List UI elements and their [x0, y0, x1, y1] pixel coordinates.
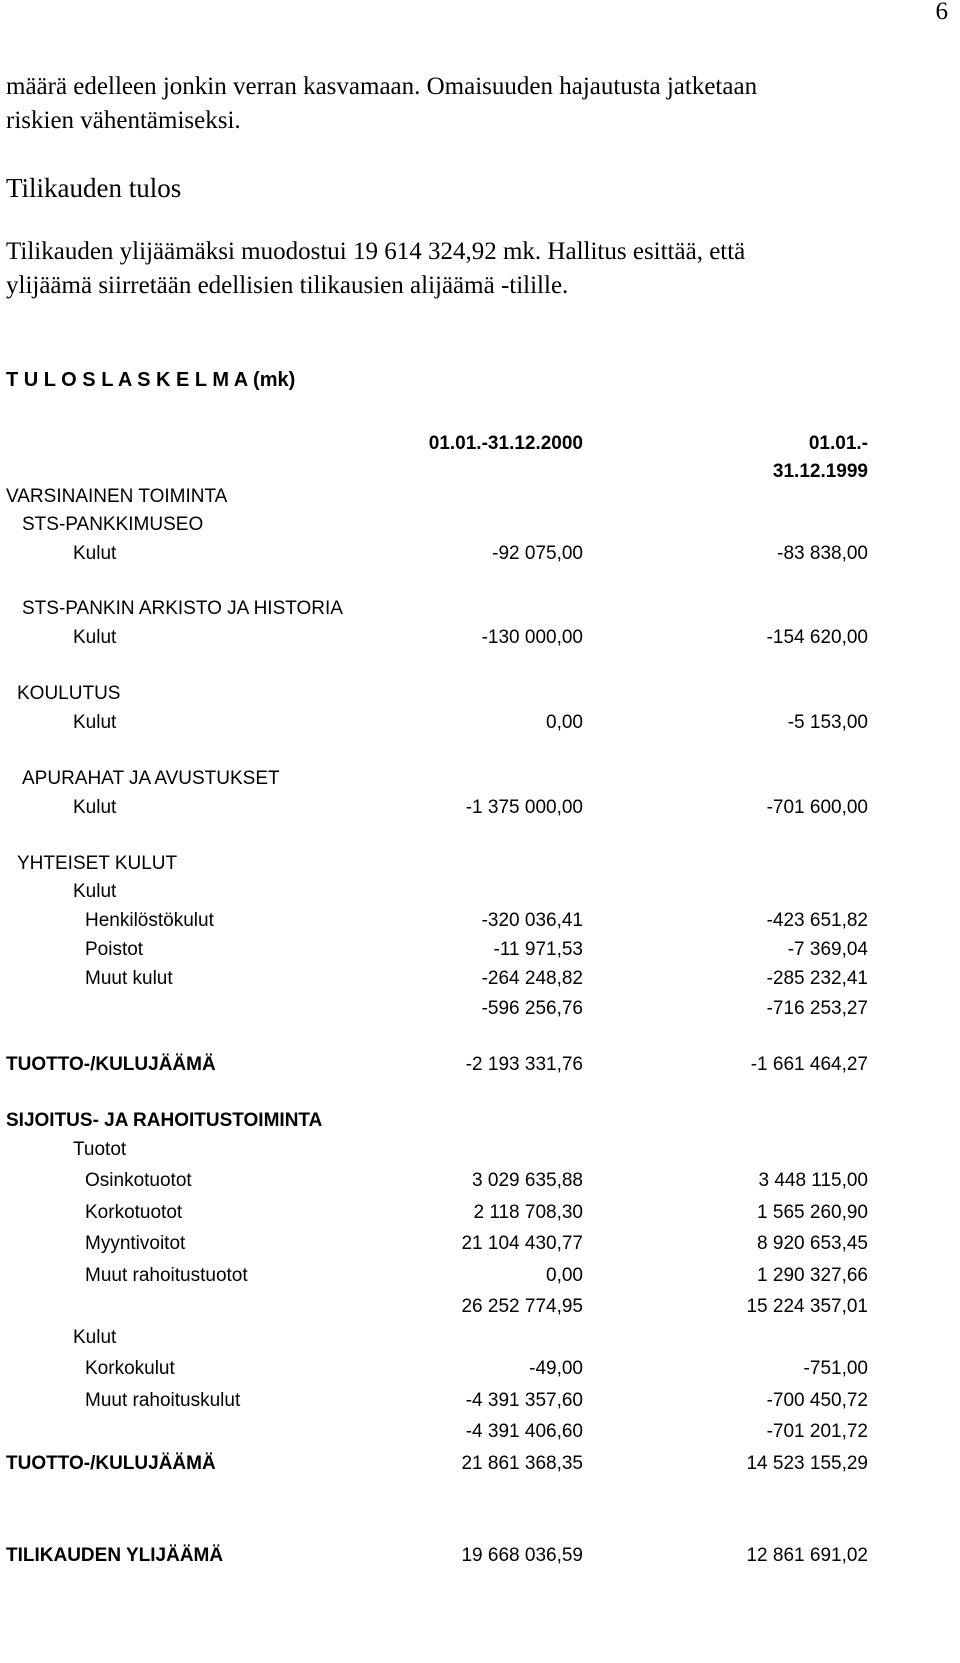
col-2000-header: 01.01.-31.12.2000 [428, 433, 583, 454]
yhteiset-sum-2000: -596 256,76 [481, 998, 583, 1019]
museo-kulut-2000: -92 075,00 [492, 543, 583, 564]
rahoitus-kulut-row-label: Korkokulut [85, 1358, 175, 1379]
tuotot-row-2000: 2 118 708,30 [473, 1202, 583, 1223]
tuotot-label: Tuotot [73, 1139, 127, 1160]
rahoitus-kulut-sum-1999: -701 201,72 [766, 1421, 868, 1442]
tuotot-sum-2000: 26 252 774,95 [461, 1296, 583, 1317]
koulutus-label: KOULUTUS [17, 683, 121, 704]
tuotot-row-label: Osinkotuotot [85, 1170, 192, 1191]
yhteiset-row-1999: -423 651,82 [766, 910, 868, 931]
yhteiset-row-2000: -320 036,41 [481, 910, 583, 931]
col-1999-header-line1: 01.01.- [808, 433, 868, 454]
tulos-line-1: Tilikauden ylijäämäksi muodostui 19 614 324,92 mk. Hallitus esittää, että [6, 238, 746, 265]
yhteiset-sum-1999: -716 253,27 [766, 998, 868, 1019]
rahoitus-kulut-sum-2000: -4 391 406,60 [465, 1421, 583, 1442]
museo-label: STS-PANKKIMUSEO [22, 514, 204, 535]
tilikauden-ylijaama-2000: 19 668 036,59 [461, 1545, 583, 1566]
tilikauden-ylijaama-label: TILIKAUDEN YLIJÄÄMÄ [6, 1545, 224, 1566]
page-number: 6 [935, 0, 948, 25]
varsinainen-toiminta-heading: VARSINAINEN TOIMINTA [6, 486, 228, 507]
rahoitus-kulut-row-1999: -751,00 [803, 1358, 868, 1379]
section-heading-tulos: Tilikauden tulos [6, 173, 182, 203]
apurahat-label: APURAHAT JA AVUSTUKSET [22, 768, 280, 789]
museo-kulut-label: Kulut [73, 543, 117, 564]
yhteiset-row-label: Henkilöstökulut [85, 910, 214, 931]
rahoitus-kulut-label: Kulut [73, 1327, 117, 1348]
arkisto-kulut-label: Kulut [73, 627, 117, 648]
arkisto-label: STS-PANKIN ARKISTO JA HISTORIA [22, 598, 343, 619]
tuotot-row-1999: 3 448 115,00 [758, 1170, 868, 1191]
tuotto-kulujaama-1999: -1 661 464,27 [750, 1054, 868, 1075]
yhteiset-label: YHTEISET KULUT [17, 853, 178, 874]
rahoitus-kulut-row-2000: -4 391 357,60 [465, 1390, 583, 1411]
tuotto-kulujaama-2-2000: 21 861 368,35 [461, 1453, 583, 1474]
arkisto-kulut-1999: -154 620,00 [766, 627, 868, 648]
tuotto-kulujaama-2000: -2 193 331,76 [465, 1054, 583, 1075]
tilikauden-ylijaama-1999: 12 861 691,02 [746, 1545, 868, 1566]
tuotto-kulujaama-label: TUOTTO-/KULUJÄÄMÄ [6, 1054, 216, 1075]
rahoitus-kulut-row-1999: -700 450,72 [766, 1390, 868, 1411]
col-1999-header-line2: 31.12.1999 [772, 461, 868, 482]
tuotot-row-label: Muut rahoitustuotot [85, 1265, 248, 1286]
arkisto-kulut-2000: -130 000,00 [481, 627, 583, 648]
rahoitus-kulut-row-2000: -49,00 [529, 1358, 583, 1379]
koulutus-kulut-label: Kulut [73, 712, 117, 733]
yhteiset-row-2000: -11 971,53 [493, 939, 583, 960]
tuotot-row-1999: 1 290 327,66 [757, 1265, 868, 1286]
statement-title: T U L O S L A S K E L M A (mk) [6, 369, 296, 391]
tuotot-row-2000: 0,00 [546, 1265, 583, 1286]
intro-line-1: määrä edelleen jonkin verran kasvamaan. Omaisuuden hajautusta jatketaan [6, 73, 758, 100]
tuotot-row-label: Korkotuotot [85, 1202, 183, 1223]
yhteiset-kulut-label: Kulut [73, 881, 117, 902]
tuotto-kulujaama-2-1999: 14 523 155,29 [746, 1453, 868, 1474]
museo-kulut-1999: -83 838,00 [777, 543, 868, 564]
rahoitus-kulut-row-label: Muut rahoituskulut [85, 1390, 241, 1411]
tuotot-row-label: Myyntivoitot [85, 1233, 186, 1254]
sijoitus-heading: SIJOITUS- JA RAHOITUSTOIMINTA [6, 1110, 323, 1131]
koulutus-kulut-2000: 0,00 [546, 712, 583, 733]
yhteiset-row-2000: -264 248,82 [481, 968, 583, 989]
apurahat-kulut-1999: -701 600,00 [766, 797, 868, 818]
apurahat-kulut-label: Kulut [73, 797, 117, 818]
yhteiset-row-label: Muut kulut [85, 968, 173, 989]
tulos-line-2: ylijäämä siirretään edellisien tilikausien alijäämä -tilille. [6, 272, 569, 299]
yhteiset-row-1999: -7 369,04 [787, 939, 868, 960]
tuotot-row-1999: 8 920 653,45 [757, 1233, 868, 1254]
tuotot-sum-1999: 15 224 357,01 [746, 1296, 868, 1317]
tuotot-row-2000: 3 029 635,88 [472, 1170, 583, 1191]
tuotto-kulujaama-2-label: TUOTTO-/KULUJÄÄMÄ [6, 1453, 216, 1474]
intro-line-2: riskien vähentämiseksi. [6, 107, 241, 134]
tuotot-row-2000: 21 104 430,77 [461, 1233, 583, 1254]
koulutus-kulut-1999: -5 153,00 [787, 712, 868, 733]
yhteiset-row-label: Poistot [85, 939, 144, 960]
apurahat-kulut-2000: -1 375 000,00 [465, 797, 583, 818]
yhteiset-row-1999: -285 232,41 [766, 968, 868, 989]
tuotot-row-1999: 1 565 260,90 [757, 1202, 868, 1223]
